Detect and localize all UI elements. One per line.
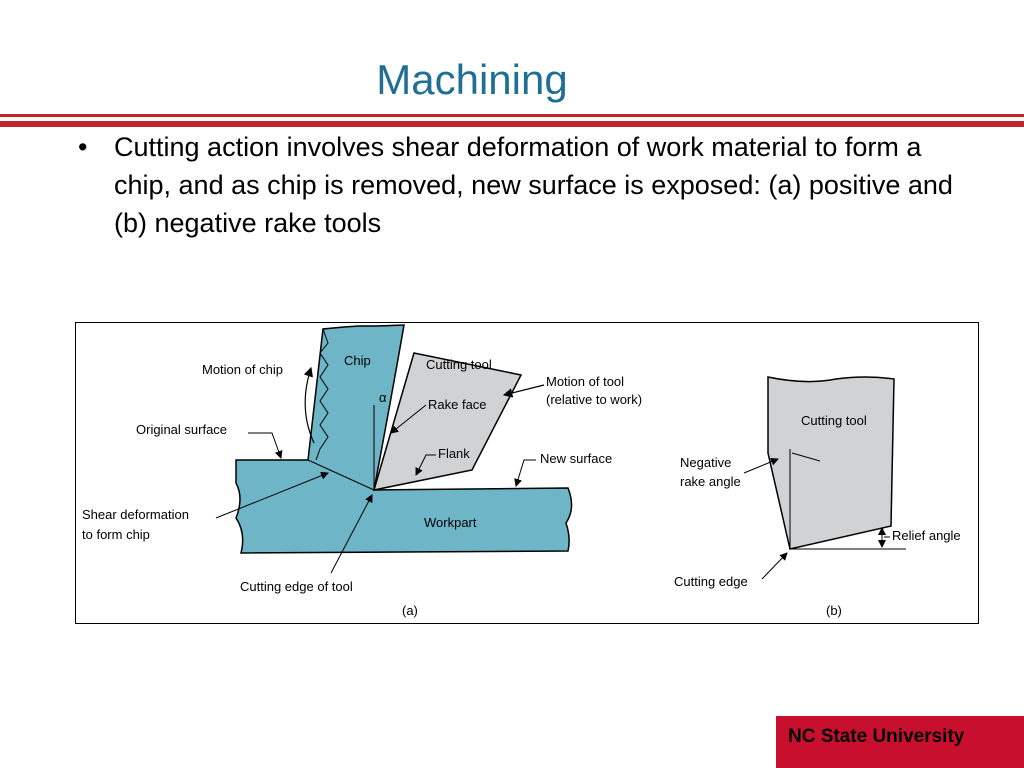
- label-alpha: α: [379, 390, 387, 405]
- bullet-text: Cutting action involves shear deformation of work material to form a chip, and as chip is removed, new surface is exposed: (a) positive and (b) negative rake tools: [114, 132, 953, 238]
- label-new-surface: New surface: [540, 451, 613, 466]
- caption-a: (a): [402, 603, 418, 618]
- label-rake-face: Rake face: [428, 397, 487, 412]
- leader-new-surface: [516, 460, 536, 486]
- label-original-surface: Original surface: [136, 422, 228, 437]
- label-workpart: Workpart: [424, 515, 477, 530]
- label-shear-2: to form chip: [82, 527, 150, 542]
- label-negative-2: rake angle: [680, 474, 741, 489]
- cutting-diagram-svg: [76, 323, 978, 623]
- university-badge: [776, 716, 1024, 768]
- label-negative-1: Negative: [680, 455, 732, 470]
- label-motion-of-chip: Motion of chip: [202, 362, 283, 377]
- title-rule-thin: [0, 114, 1024, 117]
- label-motion-of-tool-2: (relative to work): [546, 392, 643, 407]
- label-motion-of-tool-1: Motion of tool: [546, 374, 625, 389]
- label-chip: Chip: [344, 353, 371, 368]
- label-cutting-edge-b: Cutting edge: [674, 574, 748, 589]
- label-flank: Flank: [438, 446, 470, 461]
- label-cutting-tool-a: Cutting tool: [426, 357, 492, 372]
- caption-b: (b): [826, 603, 842, 618]
- bullet-dot-icon: •: [78, 132, 88, 162]
- label-cutting-tool-b: Cutting tool: [801, 413, 867, 428]
- title-rule-thick: [0, 121, 1024, 127]
- cutting-tool-b: [768, 377, 894, 549]
- slide-title: Machining: [376, 56, 568, 103]
- university-name: NC State University: [788, 726, 965, 747]
- label-cutting-edge-of-tool: Cutting edge of tool: [240, 579, 353, 594]
- cutting-diagram: [75, 322, 979, 624]
- leader-cutting-edge-b: [762, 553, 787, 579]
- label-shear-1: Shear deformation: [82, 507, 189, 522]
- leader-original-surface: [248, 433, 281, 458]
- label-relief-angle: Relief angle: [892, 528, 961, 543]
